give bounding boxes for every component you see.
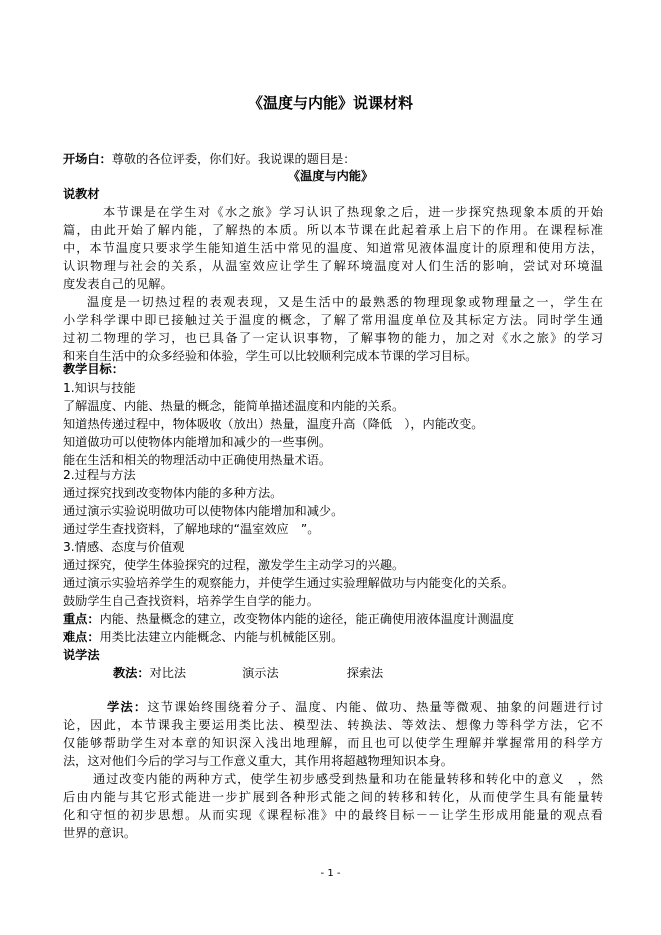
- para2-line: 温度是一切热过程的表观表现，又是生活中的最熟悉的物理现象或物理量之一，学生在: [87, 295, 603, 309]
- goal-line: 通过探究，使学生体验探究的过程，激发学生主动学习的兴趣。: [63, 558, 405, 572]
- goal-line: 通过学生查找资料，了解地球的“温室效应 ”。: [63, 522, 320, 536]
- para3-line: 论，因此，本节课我主要运用类比法、模型法、转换法、等效法、想像力等科学方法，它不: [63, 718, 603, 732]
- difficulty-label: 难点：: [63, 630, 100, 644]
- goal-line: 通过演示实验说明做功可以使物体内能增加和减少。: [63, 504, 344, 518]
- goal-line: 了解温度、内能、热量的概念，能简单描述温度和内能的关系。: [63, 399, 405, 413]
- document-title: 《温度与内能》说课材料: [247, 94, 413, 112]
- para1-line: 认识物理与社会的关系，从温室效应让学生了解环境温度对人们生活的影响，尝试对环境温: [63, 259, 603, 273]
- para3-line: 这节课始终围绕着分子、温度、内能、做功、热量等微观、抽象的问题进行讨: [147, 700, 604, 714]
- teaching-method: 对比法: [149, 666, 187, 680]
- section-heading-methods: 说学法: [63, 648, 100, 662]
- goal-line: 鼓励学生自己查找资料，培养学生自学的能力。: [63, 594, 319, 608]
- learning-methods-label: 学法：: [107, 700, 148, 714]
- goal-line: 能在生活和相关的物理活动中正确使用热量术语。: [63, 453, 332, 467]
- goal-line: 知道热传递过程中，物体吸收（放出）热量，温度升高（降低 ），内能改变。: [63, 417, 484, 431]
- para2-line: 和来自生活中的众多经验和体验，学生可以比较顺利完成本节课的学习目标。: [63, 349, 478, 363]
- goal-line: 3.情感、态度与价值观: [63, 540, 185, 554]
- teaching-method: 探索法: [346, 666, 384, 680]
- goal-line: 通过演示实验培养学生的观察能力，并使学生通过实验理解做功与内能变化的关系。: [63, 576, 514, 590]
- para1-line: 中，本节温度只要求学生能知道生活中常见的温度、知道常见液体温度计的原理和使用方法，: [63, 241, 603, 255]
- page-number: - 1 -: [320, 868, 341, 879]
- goal-line: 通过探究找到改变物体内能的多种方法。: [63, 486, 283, 500]
- key-point-line: [63, 610, 603, 628]
- difficulty-line: [63, 628, 603, 646]
- para4-line: 化和守恒的初步思想。从而实现《课程标准》中的最终目标－－让学生形成用能量的观点看: [63, 808, 603, 822]
- goal-line: 2.过程与方法: [63, 468, 136, 482]
- teaching-methods-line: [63, 664, 653, 682]
- difficulty-text: 用类比法建立内能概念、内能与机械能区别。: [99, 630, 344, 644]
- para1-line: 篇，由此开始了解内能，了解热的本质。所以本节课在此起着承上启下的作用。在课程标准: [63, 223, 603, 237]
- lesson-subtitle: 《温度与内能》: [287, 169, 374, 183]
- section-heading-goals: 教学目标：: [63, 362, 124, 376]
- para4-line: 通过改变内能的两种方式，使学生初步感受到热量和功在能量转移和转化中的意义 ，然: [93, 772, 603, 786]
- para1-line: 度发表自己的见解。: [63, 277, 173, 291]
- para4-line: 后由内能与其它形式能进一步扩展到各种形式能之间的转移和转化，从而使学生具有能量转: [63, 790, 603, 804]
- para1-line: 本节课是在学生对《水之旅》学习认识了热现象之后，进一步探究热现象本质的开始: [103, 205, 603, 219]
- goal-line: 1.知识与技能: [63, 381, 136, 395]
- para4-line: 世界的意识。: [63, 826, 137, 840]
- opening-line: [63, 150, 603, 168]
- section-heading-textbook: 说教材: [63, 187, 100, 201]
- para3-first-line: [63, 698, 603, 716]
- para2-line: 小学科学课中即已接触过关于温度的概念，了解了常用温度单位及其标定方法。同时学生通: [63, 313, 603, 327]
- para2-line: 过初二物理的学习，也已具备了一定认识事物，了解事物的能力，加之对《水之旅》的学习: [63, 331, 603, 345]
- goal-line: 知道做功可以使物体内能增加和减少的一些事例。: [63, 435, 332, 449]
- para3-line: 法，这对他们今后的学习与工作意义重大，其作用将超越物理知识本身。: [63, 754, 453, 768]
- teaching-method: 演示法: [242, 666, 279, 680]
- opening-text: 尊敬的各位评委，你们好。我说课的题目是：: [111, 152, 356, 166]
- opening-label: 开场白：: [63, 152, 112, 166]
- key-point-label: 重点：: [63, 612, 100, 626]
- teaching-methods-label: 教法：: [113, 666, 150, 680]
- para3-line: 仅能够帮助学生对本章的知识深入浅出地理解，而且也可以使学生理解并掌握常用的科学方: [63, 736, 603, 750]
- key-point-text: 内能、热量概念的建立，改变物体内能的途径，能正确使用液体温度计测温度: [99, 612, 514, 626]
